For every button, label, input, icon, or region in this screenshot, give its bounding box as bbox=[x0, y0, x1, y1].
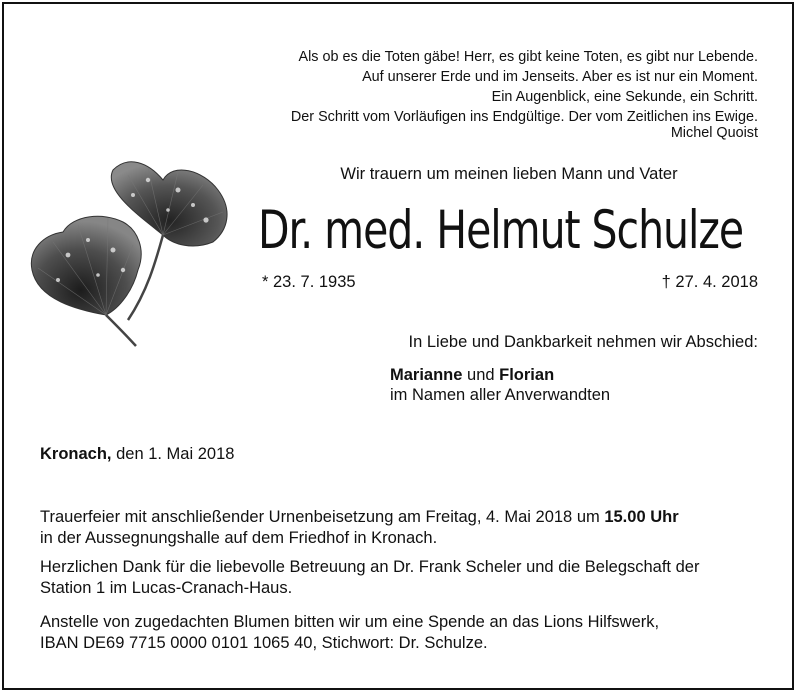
birth-date: * 23. 7. 1935 bbox=[262, 273, 356, 291]
quote-author: Michel Quoist bbox=[670, 125, 758, 141]
service-text: Trauerfeier mit anschließender Urnenbeisetzung am Freitag, 4. Mai 2018 um bbox=[40, 508, 605, 526]
farewell-text: In Liebe und Dankbarkeit nehmen wir Abschied: bbox=[408, 333, 758, 351]
signer-conj: und bbox=[462, 366, 500, 384]
signer-1: Marianne bbox=[390, 366, 463, 384]
service-info bbox=[40, 507, 760, 549]
donation-info bbox=[40, 612, 760, 654]
quote bbox=[198, 47, 758, 127]
ginkgo-leaves-icon bbox=[28, 150, 243, 350]
service-line-2: in der Aussegnungshalle auf dem Friedhof in Kronach. bbox=[40, 529, 438, 547]
donation-line-1: Anstelle von zugedachten Blumen bitten wir um eine Spende an das Lions Hilfswerk, bbox=[40, 613, 660, 631]
donation-line-2: IBAN DE69 7715 0000 0101 1065 40, Stichwort: Dr. Schulze. bbox=[40, 634, 488, 652]
quote-line: Als ob es die Toten gäbe! Herr, es gibt keine Toten, es gibt nur Lebende. bbox=[298, 49, 758, 65]
thanks-info bbox=[40, 557, 760, 599]
service-time: 15.00 Uhr bbox=[604, 508, 679, 526]
quote-line: Ein Augenblick, eine Sekunde, ein Schritt. bbox=[491, 89, 758, 105]
signer-2: Florian bbox=[499, 366, 555, 384]
quote-line: Auf unserer Erde und im Jenseits. Aber es ist nur ein Moment. bbox=[362, 69, 758, 85]
quote-line: Der Schritt vom Vorläufigen ins Endgültige. Der vom Zeitlichen ins Ewige. bbox=[290, 109, 758, 125]
signers bbox=[390, 365, 610, 405]
intro-text: Wir trauern um meinen lieben Mann und Vater bbox=[340, 165, 678, 183]
thanks-line-1: Herzlichen Dank für die liebevolle Betreuung an Dr. Frank Scheler und die Belegschaft der bbox=[40, 558, 700, 576]
signers-note: im Namen aller Anverwandten bbox=[390, 386, 611, 404]
place-date-text: den 1. Mai 2018 bbox=[111, 445, 235, 463]
place-city: Kronach, bbox=[40, 445, 112, 463]
place-date bbox=[40, 445, 234, 464]
death-date: † 27. 4. 2018 bbox=[661, 273, 758, 291]
service-line-1 bbox=[40, 507, 760, 528]
signer-names bbox=[390, 365, 610, 385]
thanks-line-2: Station 1 im Lucas-Cranach-Haus. bbox=[40, 579, 293, 597]
deceased-name: Dr. med. Helmut Schulze bbox=[258, 200, 744, 261]
